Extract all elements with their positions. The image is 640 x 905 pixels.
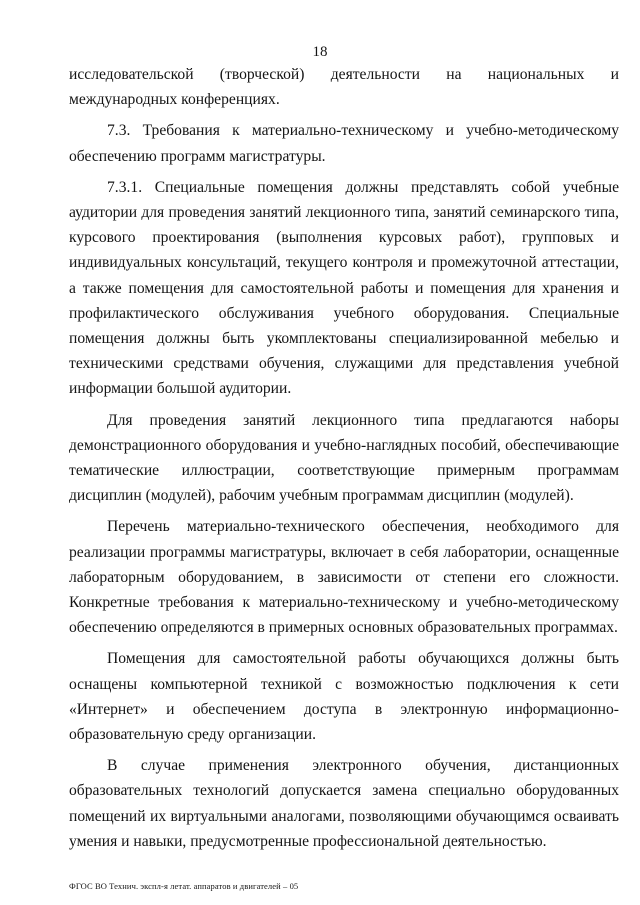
- paragraph-lecture-equipment: Для проведения занятий лекционного типа предлагаются наборы демонстрационного оборудования и учебно-наглядных пособий, обеспечивающие тематические иллюстрации, соответствующие примерным программам дисциплин (модулей), рабочим учебным программам дисциплин (модулей).: [69, 411, 619, 505]
- paragraph-7-3-1: 7.3.1. Специальные помещения должны представлять собой учебные аудитории для проведения занятий лекционного типа, занятий семинарского типа, курсового проектирования (выполнения курсовых работ), групповых и индивидуальных консультаций, текущего контроля и промежуточной аттестации, а также помещения для самостоятельной работы и помещения для хранения и профилактического обслуживания учебного оборудования. Специальные помещения должны быть укомплектованы специализированной мебелью и техническими средствами обучения, служащими для представления учебной информации большой аудитории.: [69, 178, 619, 398]
- document-body: [69, 62, 619, 860]
- footer-note: ФГОС ВО Технич. экспл-я летат. аппаратов и двигателей – 05: [69, 881, 299, 891]
- paragraph-continuation: исследовательской (творческой) деятельности на национальных и международных конференциях.: [69, 66, 619, 109]
- paragraph-e-learning: В случае применения электронного обучения, дистанционных образовательных технологий допускается замена специально оборудованных помещений их виртуальными аналогами, позволяющими обучающимся осваивать умения и навыки, предусмотренные профессиональной деятельностью.: [69, 757, 619, 850]
- paragraph-self-study-rooms: Помещения для самостоятельной работы обучающихся должны быть оснащены компьютерной техникой с возможностью подключения к сети «Интернет» и обеспечением доступа в электронную информационно-образовательную среду организации.: [69, 650, 619, 744]
- paragraph-material-list: Перечень материально-технического обеспечения, необходимого для реализации программы магистратуры, включает в себя лаборатории, оснащенные лабораторным оборудованием, в зависимости от степени его сложности. Конкретные требования к материально-техническому и учебно-методическому обеспечению определяются в примерных основных образовательных программах.: [69, 518, 619, 637]
- page-number: 18: [312, 44, 328, 60]
- section-heading-7-3: 7.3. Требования к материально-техническому и учебно-методическому обеспечению программ магистратуры.: [69, 122, 619, 165]
